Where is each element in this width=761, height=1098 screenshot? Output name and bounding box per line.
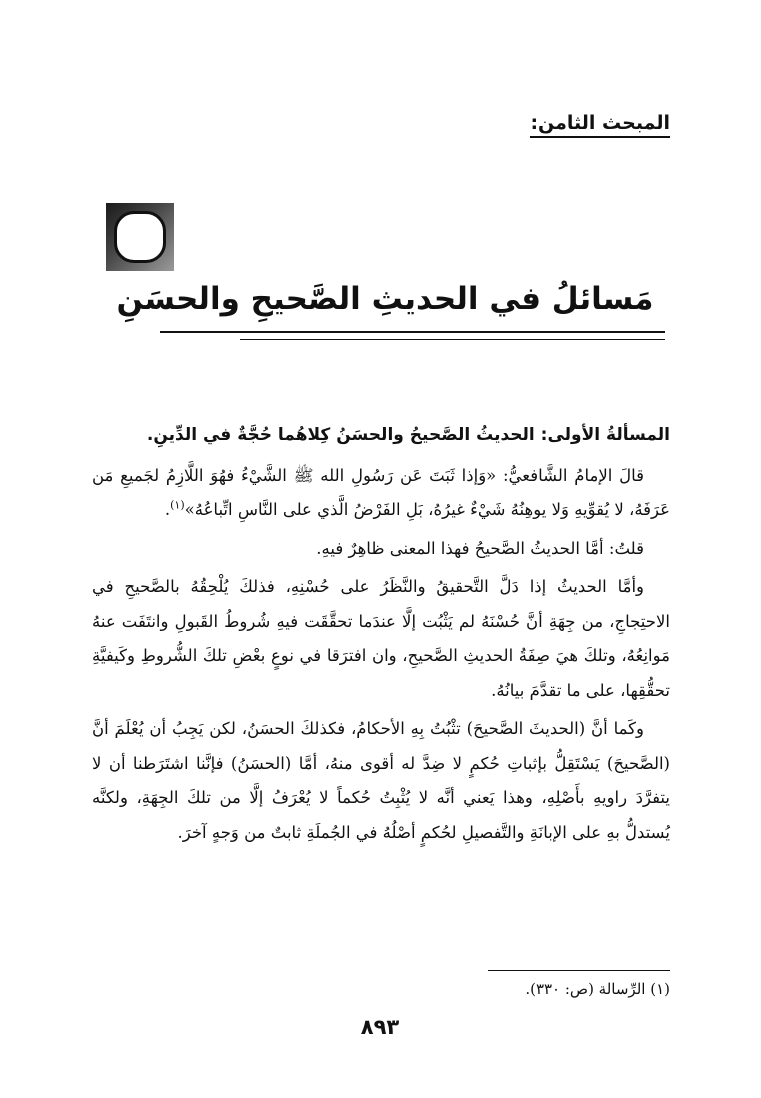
issue-heading: المسألةُ الأولى: الحديثُ الصَّحيحُ والحسَنُ كِلاهُما حُجَّةٌ في الدِّينِ. <box>146 425 670 445</box>
footnote: (١) الرِّسالة (ص: ٣٣٠). <box>525 980 670 998</box>
chapter-title: مَسائلُ في الحديثِ الصَّحيحِ والحسَنِ <box>116 281 654 317</box>
footnote-divider <box>488 970 670 971</box>
title-underline-thin <box>240 339 665 340</box>
paragraph-4: وكَما أنَّ (الحديثَ الصَّحيحَ) تثْبُتُ بِهِ الأحكامُ، فكذلكَ الحسَنُ، لكن يَجِبُ أن يُعْلَمَ أنَّ (الصَّحيحَ) يَسْتَقِلُّ بإثباتِ حُكمٍ لا ضِدَّ له أقوى منهُ، أمَّا (الحسَنُ) فإنَّنا اشتَرَطنا أن لا يتفرَّدَ راويهِ بأَصْلِهِ، وهذا يَعني أنَّه لا يُثْبِتُ حُكماً لا يُعْرَفُ إلَّا من تلكَ الجِهَةِ، ولكنَّه يُستدلُّ بهِ على الإبانَةِ والتَّفصيلِ لحُكمٍ أصْلُهُ في الجُملَةِ ثابتٌ من وَجهٍ آخرَ. <box>92 719 670 842</box>
paragraph-2: قلتُ: أمَّا الحديثُ الصَّحيحُ فهذا المعنى ظاهِرٌ فيهِ. <box>316 538 644 558</box>
section-label <box>470 112 670 138</box>
body-text <box>92 418 670 854</box>
paragraph-3: وأمَّا الحديثُ إذا دَلَّ التَّحقيقُ والنَّظَرُ على حُسْنِهِ، فذلكَ يُلْحِقُهُ بالصَّحيحِ في الاحتِجاجِ، من جِهَةِ أنَّ حُسْنَهُ لم يَثْبُت إلَّا عندَما تحقَّقَت فيهِ شُروطُ القَبولِ وانتَفَت عنهُ مَوانِعُهُ، وتلكَ هيَ صِفَةُ الحديثِ الصَّحيحِ، وان افترَقا في نوعٍ بعْضِ تلكَ الشُّروطِ وكَيفيَّةِ تحقُّقِها، على ما تقدَّمَ بيانُهُ. <box>92 577 670 700</box>
page-number: ٨٩٣ <box>360 1015 400 1039</box>
chapter-frame-icon <box>106 203 174 271</box>
footnote-ref: (١) <box>170 498 185 512</box>
title-underline <box>160 331 665 333</box>
section-label-text: المبحث الثامن: <box>530 112 670 138</box>
paragraph-1: قالَ الإمامُ الشَّافعيُّ: «وَإذا ثَبَتَ عَن رَسُولِ الله ﷺ الشَّيْءُ فهُوَ اللَّازِمُ لجَميعِ مَن عَرَفَهُ، لا يُقوِّيهِ وَلا يوهِنُهُ شَيْءٌ غيرُهُ، بَلِ الفَرْضُ الَّذي على النَّاسِ اتِّباعُهُ»$^{(١)}$. <box>92 465 670 519</box>
